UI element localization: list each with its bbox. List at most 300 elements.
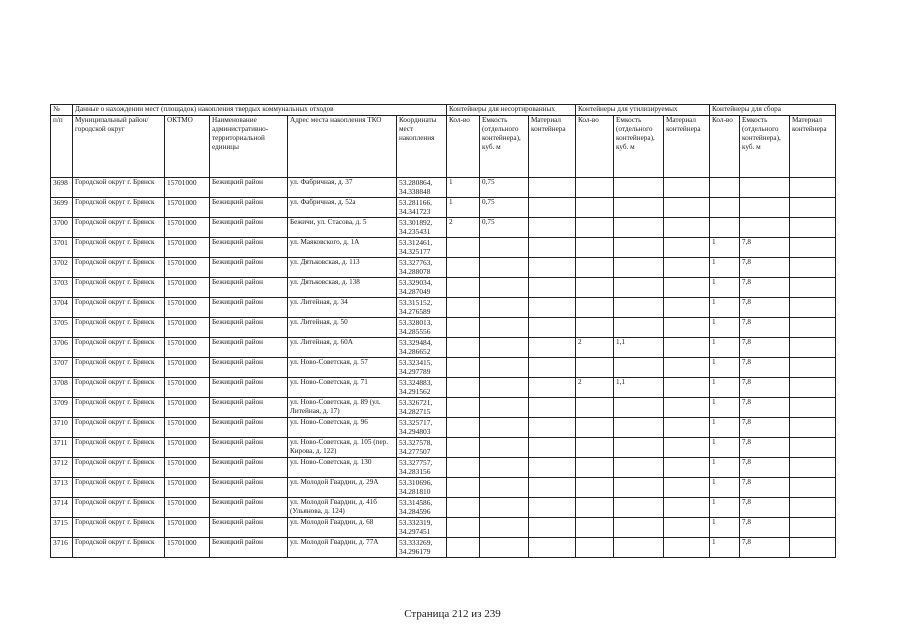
cell-material-unsorted xyxy=(529,238,576,258)
table-row xyxy=(51,398,836,418)
cell-count-collection: 1 xyxy=(710,358,740,378)
cell-material-unsorted xyxy=(529,258,576,278)
table-row xyxy=(51,278,836,298)
cell-material-unsorted xyxy=(529,198,576,218)
cell-count-collection xyxy=(710,178,740,198)
cell-material-recyclable xyxy=(664,278,710,298)
cell-volume-unsorted xyxy=(480,478,529,498)
row-number: 3698 xyxy=(51,178,73,198)
cell-count-recyclable xyxy=(576,238,614,258)
cell-material-recyclable xyxy=(664,358,710,378)
cell-volume-unsorted: 0,75 xyxy=(480,218,529,238)
cell-coords: 53.314586, 34.284596 xyxy=(397,498,447,518)
row-number: 3712 xyxy=(51,458,73,478)
cell-count-recyclable xyxy=(576,258,614,278)
cell-oktmo: 15701000 xyxy=(165,358,210,378)
cell-district: Городской округ г. Брянск xyxy=(73,358,165,378)
cell-unit: Бежицкий район xyxy=(210,458,288,478)
cell-material-recyclable xyxy=(664,318,710,338)
cell-count-collection: 1 xyxy=(710,238,740,258)
cell-coords: 53.325717, 34.294803 xyxy=(397,418,447,438)
cell-volume-unsorted xyxy=(480,418,529,438)
cell-material-recyclable xyxy=(664,498,710,518)
header-num-sub: п/п xyxy=(51,116,73,178)
cell-oktmo: 15701000 xyxy=(165,218,210,238)
cell-volume-recyclable xyxy=(614,458,664,478)
cell-unit: Бежицкий район xyxy=(210,358,288,378)
cell-volume-collection: 7,8 xyxy=(740,418,790,438)
cell-address: ул. Литейная, д. 60А xyxy=(288,338,397,358)
cell-volume-unsorted xyxy=(480,318,529,338)
cell-volume-recyclable xyxy=(614,358,664,378)
cell-count-collection: 1 xyxy=(710,318,740,338)
table-row xyxy=(51,178,836,198)
cell-count-recyclable xyxy=(576,278,614,298)
header-col-count-2: Кол-во xyxy=(576,116,614,178)
row-number: 3704 xyxy=(51,298,73,318)
cell-district: Городской округ г. Брянск xyxy=(73,238,165,258)
cell-coords: 53.327763, 34.288078 xyxy=(397,258,447,278)
table-row xyxy=(51,358,836,378)
row-number: 3716 xyxy=(51,538,73,558)
cell-count-collection: 1 xyxy=(710,498,740,518)
header-col-district: Муниципальный район/городской округ xyxy=(73,116,165,178)
cell-volume-collection: 7,8 xyxy=(740,518,790,538)
header-col-oktmo: ОКТМО xyxy=(165,116,210,178)
cell-material-unsorted xyxy=(529,518,576,538)
header-col-unit: Наименование административно-территориальной единицы xyxy=(210,116,288,178)
cell-material-recyclable xyxy=(664,198,710,218)
cell-material-collection xyxy=(790,278,836,298)
cell-volume-recyclable xyxy=(614,518,664,538)
cell-material-recyclable xyxy=(664,338,710,358)
cell-material-collection xyxy=(790,198,836,218)
cell-volume-unsorted xyxy=(480,298,529,318)
cell-material-recyclable xyxy=(664,538,710,558)
row-number: 3705 xyxy=(51,318,73,338)
cell-volume-recyclable xyxy=(614,278,664,298)
cell-volume-recyclable xyxy=(614,398,664,418)
cell-material-recyclable xyxy=(664,298,710,318)
cell-address: ул. Дятьковская, д. 113 xyxy=(288,258,397,278)
cell-material-collection xyxy=(790,458,836,478)
cell-material-unsorted xyxy=(529,358,576,378)
cell-count-unsorted xyxy=(447,238,480,258)
cell-material-unsorted xyxy=(529,438,576,458)
cell-count-unsorted xyxy=(447,538,480,558)
page-footer: Страница 212 из 239 xyxy=(404,608,501,620)
cell-oktmo: 15701000 xyxy=(165,418,210,438)
cell-oktmo: 15701000 xyxy=(165,198,210,218)
cell-coords: 53.280864, 34.338848 xyxy=(397,178,447,198)
header-col-address: Адрес места накопления ТКО xyxy=(288,116,397,178)
cell-material-collection xyxy=(790,518,836,538)
cell-coords: 53.312461, 34.325177 xyxy=(397,238,447,258)
cell-material-unsorted xyxy=(529,538,576,558)
cell-unit: Бежицкий район xyxy=(210,318,288,338)
row-number: 3703 xyxy=(51,278,73,298)
cell-count-unsorted: 1 xyxy=(447,198,480,218)
cell-count-collection: 1 xyxy=(710,478,740,498)
row-number: 3702 xyxy=(51,258,73,278)
cell-unit: Бежицкий район xyxy=(210,198,288,218)
cell-material-collection xyxy=(790,178,836,198)
cell-material-recyclable xyxy=(664,218,710,238)
row-number: 3707 xyxy=(51,358,73,378)
cell-oktmo: 15701000 xyxy=(165,438,210,458)
cell-count-recyclable xyxy=(576,318,614,338)
cell-coords: 53.324883, 34.291562 xyxy=(397,378,447,398)
cell-count-unsorted xyxy=(447,378,480,398)
cell-district: Городской округ г. Брянск xyxy=(73,198,165,218)
cell-address: ул. Ново-Советская, д. 105 (пер. Кирова, д. 122) xyxy=(288,438,397,458)
cell-count-unsorted xyxy=(447,338,480,358)
cell-district: Городской округ г. Брянск xyxy=(73,398,165,418)
header-group-collection: Контейнеры для сбора xyxy=(710,105,836,116)
cell-volume-recyclable xyxy=(614,198,664,218)
cell-material-collection xyxy=(790,218,836,238)
cell-volume-unsorted: 0,75 xyxy=(480,178,529,198)
cell-address: ул. Молодой Гвардии, д. 77А xyxy=(288,538,397,558)
table-row xyxy=(51,318,836,338)
cell-material-unsorted xyxy=(529,318,576,338)
cell-coords: 53.328013, 34.285556 xyxy=(397,318,447,338)
cell-count-unsorted: 2 xyxy=(447,218,480,238)
table-row xyxy=(51,438,836,458)
cell-oktmo: 15701000 xyxy=(165,378,210,398)
header-col-count-1: Кол-во xyxy=(447,116,480,178)
cell-oktmo: 15701000 xyxy=(165,178,210,198)
cell-unit: Бежицкий район xyxy=(210,258,288,278)
cell-material-recyclable xyxy=(664,518,710,538)
cell-material-unsorted xyxy=(529,278,576,298)
cell-district: Городской округ г. Брянск xyxy=(73,218,165,238)
row-number: 3710 xyxy=(51,418,73,438)
cell-material-recyclable xyxy=(664,458,710,478)
cell-count-collection: 1 xyxy=(710,438,740,458)
cell-volume-recyclable: 1,1 xyxy=(614,378,664,398)
header-col-count-3: Кол-во xyxy=(710,116,740,178)
cell-volume-collection: 7,8 xyxy=(740,258,790,278)
table-row xyxy=(51,258,836,278)
table-row xyxy=(51,538,836,558)
cell-material-collection xyxy=(790,338,836,358)
cell-material-collection xyxy=(790,498,836,518)
cell-material-collection xyxy=(790,258,836,278)
cell-volume-recyclable xyxy=(614,418,664,438)
header-col-coords: Координаты мест накопления xyxy=(397,116,447,178)
cell-district: Городской округ г. Брянск xyxy=(73,458,165,478)
cell-count-collection: 1 xyxy=(710,298,740,318)
cell-volume-collection: 7,8 xyxy=(740,498,790,518)
cell-volume-unsorted xyxy=(480,378,529,398)
cell-unit: Бежицкий район xyxy=(210,338,288,358)
cell-volume-recyclable xyxy=(614,478,664,498)
cell-count-unsorted xyxy=(447,278,480,298)
cell-count-unsorted xyxy=(447,298,480,318)
cell-volume-collection: 7,8 xyxy=(740,478,790,498)
cell-volume-collection: 7,8 xyxy=(740,318,790,338)
header-col-material-1: Материал контейнера xyxy=(529,116,576,178)
cell-oktmo: 15701000 xyxy=(165,278,210,298)
cell-address: ул. Ново-Советская, д. 89 (ул. Литейная, д. 17) xyxy=(288,398,397,418)
cell-unit: Бежицкий район xyxy=(210,298,288,318)
table-row xyxy=(51,418,836,438)
cell-count-recyclable xyxy=(576,478,614,498)
cell-volume-collection xyxy=(740,218,790,238)
cell-coords: 53.301892, 34.235431 xyxy=(397,218,447,238)
cell-volume-unsorted xyxy=(480,458,529,478)
cell-district: Городской округ г. Брянск xyxy=(73,478,165,498)
row-number: 3701 xyxy=(51,238,73,258)
cell-count-recyclable xyxy=(576,458,614,478)
cell-volume-collection: 7,8 xyxy=(740,538,790,558)
row-number: 3715 xyxy=(51,518,73,538)
cell-count-unsorted xyxy=(447,398,480,418)
cell-unit: Бежицкий район xyxy=(210,538,288,558)
cell-unit: Бежицкий район xyxy=(210,438,288,458)
row-number: 3708 xyxy=(51,378,73,398)
cell-address: ул. Литейная, д. 50 xyxy=(288,318,397,338)
cell-volume-collection: 7,8 xyxy=(740,278,790,298)
cell-district: Городской округ г. Брянск xyxy=(73,278,165,298)
cell-address: ул. Молодой Гвардии, д. 41б (Ульянова, д. 124) xyxy=(288,498,397,518)
header-group-unsorted: Контейнеры для несортированных xyxy=(447,105,576,116)
cell-count-collection: 1 xyxy=(710,458,740,478)
cell-volume-unsorted xyxy=(480,518,529,538)
cell-volume-recyclable xyxy=(614,438,664,458)
cell-address: ул. Маяковского, д. 1А xyxy=(288,238,397,258)
cell-oktmo: 15701000 xyxy=(165,498,210,518)
cell-material-recyclable xyxy=(664,478,710,498)
cell-volume-collection xyxy=(740,178,790,198)
cell-unit: Бежицкий район xyxy=(210,238,288,258)
cell-count-recyclable xyxy=(576,298,614,318)
cell-district: Городской округ г. Брянск xyxy=(73,378,165,398)
cell-count-collection: 1 xyxy=(710,418,740,438)
cell-material-recyclable xyxy=(664,238,710,258)
cell-volume-collection: 7,8 xyxy=(740,338,790,358)
cell-volume-collection: 7,8 xyxy=(740,378,790,398)
table-row xyxy=(51,218,836,238)
header-row-groups xyxy=(51,105,836,116)
cell-volume-collection: 7,8 xyxy=(740,358,790,378)
cell-material-collection xyxy=(790,378,836,398)
cell-coords: 53.310696, 34.281810 xyxy=(397,478,447,498)
cell-count-recyclable xyxy=(576,198,614,218)
table-row xyxy=(51,498,836,518)
table-row xyxy=(51,298,836,318)
cell-material-recyclable xyxy=(664,398,710,418)
cell-material-unsorted xyxy=(529,338,576,358)
cell-material-recyclable xyxy=(664,438,710,458)
cell-material-recyclable xyxy=(664,378,710,398)
cell-oktmo: 15701000 xyxy=(165,298,210,318)
cell-count-recyclable: 2 xyxy=(576,378,614,398)
cell-oktmo: 15701000 xyxy=(165,538,210,558)
cell-district: Городской округ г. Брянск xyxy=(73,258,165,278)
cell-coords: 53.327757, 34.283156 xyxy=(397,458,447,478)
cell-volume-collection: 7,8 xyxy=(740,438,790,458)
cell-district: Городской округ г. Брянск xyxy=(73,298,165,318)
cell-district: Городской округ г. Брянск xyxy=(73,538,165,558)
cell-material-unsorted xyxy=(529,178,576,198)
cell-material-recyclable xyxy=(664,418,710,438)
cell-material-collection xyxy=(790,418,836,438)
cell-count-unsorted xyxy=(447,518,480,538)
cell-oktmo: 15701000 xyxy=(165,458,210,478)
cell-volume-collection xyxy=(740,198,790,218)
cell-material-unsorted xyxy=(529,298,576,318)
cell-count-unsorted xyxy=(447,498,480,518)
cell-district: Городской округ г. Брянск xyxy=(73,418,165,438)
cell-material-collection xyxy=(790,298,836,318)
cell-district: Городской округ г. Брянск xyxy=(73,178,165,198)
cell-coords: 53.329034, 34.287049 xyxy=(397,278,447,298)
cell-count-recyclable xyxy=(576,218,614,238)
cell-volume-collection: 7,8 xyxy=(740,298,790,318)
table-row xyxy=(51,518,836,538)
cell-unit: Бежицкий район xyxy=(210,498,288,518)
cell-volume-unsorted: 0,75 xyxy=(480,198,529,218)
cell-count-collection: 1 xyxy=(710,338,740,358)
row-number: 3700 xyxy=(51,218,73,238)
cell-volume-recyclable xyxy=(614,498,664,518)
cell-count-unsorted xyxy=(447,318,480,338)
cell-district: Городской округ г. Брянск xyxy=(73,438,165,458)
cell-unit: Бежицкий район xyxy=(210,218,288,238)
cell-volume-recyclable xyxy=(614,218,664,238)
header-row-columns xyxy=(51,116,836,178)
cell-material-unsorted xyxy=(529,418,576,438)
cell-count-recyclable: 2 xyxy=(576,338,614,358)
cell-count-collection: 1 xyxy=(710,398,740,418)
cell-count-collection: 1 xyxy=(710,518,740,538)
cell-coords: 53.332319, 34.297451 xyxy=(397,518,447,538)
cell-address: ул. Ново-Советская, д. 96 xyxy=(288,418,397,438)
table-row xyxy=(51,198,836,218)
cell-volume-unsorted xyxy=(480,538,529,558)
cell-count-recyclable xyxy=(576,358,614,378)
cell-address: ул. Фабричная, д. 37 xyxy=(288,178,397,198)
row-number: 3699 xyxy=(51,198,73,218)
cell-oktmo: 15701000 xyxy=(165,238,210,258)
cell-count-recyclable xyxy=(576,438,614,458)
cell-material-collection xyxy=(790,438,836,458)
cell-material-collection xyxy=(790,238,836,258)
cell-coords: 53.323415, 34.297789 xyxy=(397,358,447,378)
header-col-material-3: Материал контейнера xyxy=(790,116,836,178)
cell-volume-unsorted xyxy=(480,358,529,378)
cell-address: ул. Молодой Гвардии, д. 68 xyxy=(288,518,397,538)
cell-oktmo: 15701000 xyxy=(165,478,210,498)
cell-coords: 53.315152, 34.276589 xyxy=(397,298,447,318)
cell-address: ул. Молодой Гвардии, д. 29А xyxy=(288,478,397,498)
row-number: 3714 xyxy=(51,498,73,518)
cell-unit: Бежицкий район xyxy=(210,178,288,198)
cell-district: Городской округ г. Брянск xyxy=(73,518,165,538)
cell-volume-unsorted xyxy=(480,338,529,358)
cell-volume-unsorted xyxy=(480,258,529,278)
cell-unit: Бежицкий район xyxy=(210,378,288,398)
cell-material-recyclable xyxy=(664,258,710,278)
header-col-volume-3: Емкость (отдельного контейнера), куб. м xyxy=(740,116,790,178)
cell-material-collection xyxy=(790,478,836,498)
cell-coords: 53.326721, 34.282715 xyxy=(397,398,447,418)
cell-address: Бежичи, ул. Стасова, д. 5 xyxy=(288,218,397,238)
cell-count-unsorted xyxy=(447,358,480,378)
cell-unit: Бежицкий район xyxy=(210,398,288,418)
cell-volume-unsorted xyxy=(480,438,529,458)
cell-count-collection: 1 xyxy=(710,278,740,298)
cell-material-collection xyxy=(790,398,836,418)
cell-volume-recyclable xyxy=(614,178,664,198)
cell-material-unsorted xyxy=(529,378,576,398)
cell-count-collection: 1 xyxy=(710,538,740,558)
cell-count-unsorted: 1 xyxy=(447,178,480,198)
header-col-volume-2: Емкость (отдельного контейнера), куб. м xyxy=(614,116,664,178)
cell-volume-collection: 7,8 xyxy=(740,458,790,478)
cell-count-recyclable xyxy=(576,518,614,538)
cell-count-recyclable xyxy=(576,538,614,558)
cell-volume-unsorted xyxy=(480,498,529,518)
cell-coords: 53.281166, 34.341723 xyxy=(397,198,447,218)
cell-volume-collection: 7,8 xyxy=(740,238,790,258)
table-row xyxy=(51,378,836,398)
row-number: 3706 xyxy=(51,338,73,358)
cell-count-recyclable xyxy=(576,178,614,198)
cell-unit: Бежицкий район xyxy=(210,478,288,498)
cell-volume-unsorted xyxy=(480,238,529,258)
cell-material-collection xyxy=(790,318,836,338)
cell-address: ул. Ново-Советская, д. 130 xyxy=(288,458,397,478)
cell-count-recyclable xyxy=(576,398,614,418)
cell-volume-unsorted xyxy=(480,278,529,298)
cell-volume-recyclable xyxy=(614,258,664,278)
cell-material-recyclable xyxy=(664,178,710,198)
cell-count-unsorted xyxy=(447,258,480,278)
cell-material-unsorted xyxy=(529,218,576,238)
row-number: 3713 xyxy=(51,478,73,498)
cell-volume-recyclable xyxy=(614,538,664,558)
cell-address: ул. Фабричная, д. 52а xyxy=(288,198,397,218)
cell-coords: 53.327578, 34.277507 xyxy=(397,438,447,458)
cell-address: ул. Ново-Советская, д. 57 xyxy=(288,358,397,378)
cell-count-recyclable xyxy=(576,498,614,518)
cell-count-recyclable xyxy=(576,418,614,438)
cell-oktmo: 15701000 xyxy=(165,518,210,538)
cell-count-unsorted xyxy=(447,458,480,478)
table-row xyxy=(51,338,836,358)
cell-count-collection: 1 xyxy=(710,378,740,398)
cell-count-unsorted xyxy=(447,418,480,438)
cell-oktmo: 15701000 xyxy=(165,258,210,278)
cell-district: Городской округ г. Брянск xyxy=(73,498,165,518)
cell-address: ул. Дятьковская, д. 138 xyxy=(288,278,397,298)
header-col-material-2: Материал контейнера xyxy=(664,116,710,178)
cell-count-collection xyxy=(710,198,740,218)
cell-volume-recyclable xyxy=(614,238,664,258)
table-row xyxy=(51,458,836,478)
cell-oktmo: 15701000 xyxy=(165,318,210,338)
cell-unit: Бежицкий район xyxy=(210,418,288,438)
header-num: № xyxy=(51,105,73,116)
cell-district: Городской округ г. Брянск xyxy=(73,338,165,358)
cell-material-collection xyxy=(790,538,836,558)
header-col-volume-1: Емкость (отдельного контейнера), куб. м xyxy=(480,116,529,178)
cell-material-collection xyxy=(790,358,836,378)
cell-volume-collection: 7,8 xyxy=(740,398,790,418)
